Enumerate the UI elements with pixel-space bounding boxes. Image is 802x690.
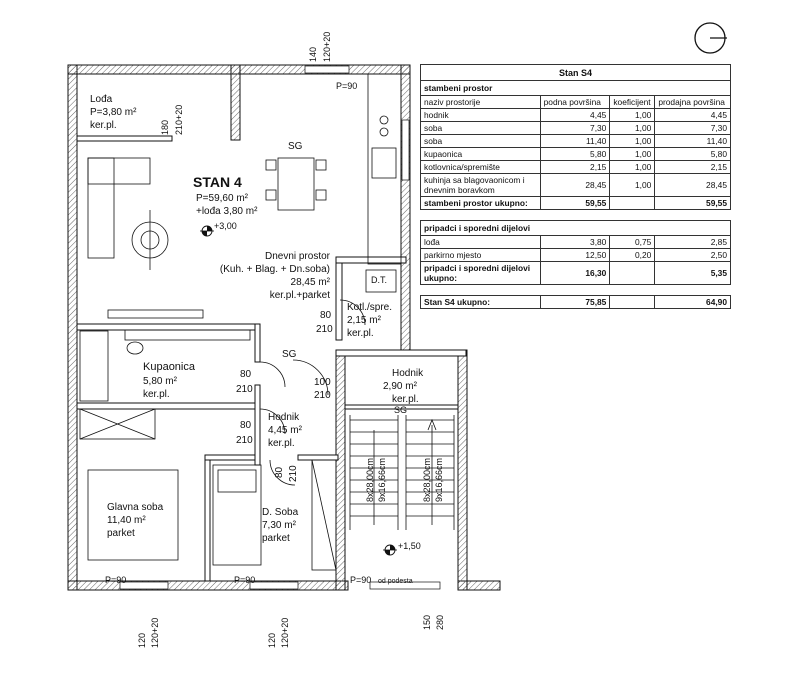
north-arrow-icon [695, 23, 727, 53]
room-desc-living: (Kuh. + Blag. + Dn.soba) [219, 264, 330, 275]
table-cell-value: 7,30 [655, 122, 731, 135]
table-total-cell [610, 296, 655, 309]
table-cell-value: 4,45 [655, 109, 731, 122]
table-cell-name: hodnik [421, 109, 541, 122]
table-row [421, 135, 731, 148]
room-floor-kupaonica: ker.pl. [143, 389, 170, 400]
table-cell-value: 0,20 [610, 249, 655, 262]
level-marker-icon [200, 226, 214, 236]
room-floor-hodnik: ker.pl. [268, 438, 295, 449]
door-code-kotl-b: 210 [316, 324, 333, 335]
table-row [421, 236, 731, 249]
sill-label: P=90 [105, 575, 127, 585]
table-cell-value: 1,00 [610, 135, 655, 148]
table-row [421, 161, 731, 174]
table-subtotal-cell [610, 197, 655, 210]
area-table [420, 64, 731, 309]
stair-run-right-a: 8x28,00cm [422, 457, 432, 502]
kitchen-counter [368, 74, 401, 264]
dim-bottom-3b: 280 [435, 614, 445, 630]
table-row [421, 148, 731, 161]
dim-bottom-1b: 120+20 [150, 617, 160, 648]
table-header: naziv prostorije [421, 96, 541, 109]
table-total-cell: 75,85 [540, 296, 610, 309]
room-floor-dsoba: parket [262, 533, 290, 544]
table-subtotal-cell: 16,30 [540, 262, 610, 285]
table-header: podna površina [540, 96, 610, 109]
table-subtotal-cell: 59,55 [540, 197, 610, 210]
room-area-dsoba: 7,30 m² [262, 520, 296, 531]
table-cell-value: 4,45 [540, 109, 610, 122]
table-subtotal-cell [610, 262, 655, 285]
room-floor-hodnik-common: ker.pl. [392, 394, 419, 405]
table-header: prodajna površina [655, 96, 731, 109]
stair-run-right-b: 9x16,66cm [434, 457, 444, 502]
table-cell-value: 5,80 [655, 148, 731, 161]
table-cell-value: 28,45 [655, 174, 731, 197]
table-section-living: stambeni prostor [421, 81, 731, 96]
apartment-level: +3,00 [214, 221, 237, 231]
apartment-loggia-add: +lođa 3,80 m² [196, 206, 258, 217]
stair-run-left-b: 9x16,66cm [377, 457, 387, 502]
table-cell-value: 1,00 [610, 109, 655, 122]
dim-bottom-2a: 120 [267, 632, 277, 648]
door-code-entry-a: 100 [314, 377, 331, 388]
door-code-bath-a: 80 [240, 369, 252, 380]
room-area-kotl: 2,15 m² [347, 315, 381, 326]
sg-label: SG [282, 349, 297, 360]
table-cell-name: soba [421, 122, 541, 135]
sill-label: P=90 [336, 81, 358, 91]
dim-top-a: 140 [308, 46, 318, 62]
table-subtotal-cell: 59,55 [655, 197, 731, 210]
room-name-hodnik-common: Hodnik [392, 368, 424, 379]
table-cell-value: 1,00 [610, 122, 655, 135]
table-title: Stan S4 [421, 65, 731, 81]
table-total-label: Stan S4 ukupno: [421, 296, 541, 309]
room-area-hodnik: 4,45 m² [268, 425, 302, 436]
dt-label: D.T. [371, 275, 388, 285]
table-cell-value: 5,80 [540, 148, 610, 161]
table-cell-value: 2,15 [655, 161, 731, 174]
room-area-kupaonica: 5,80 m² [143, 376, 177, 387]
table-subtotal-label: pripadci i sporedni dijelovi ukupno: [421, 262, 541, 285]
table-cell-value: 3,80 [540, 236, 610, 249]
room-name-living: Dnevni prostor [264, 251, 330, 262]
door-code-kotl-a: 80 [320, 310, 332, 321]
room-area-hodnik-common: 2,90 m² [383, 381, 417, 392]
table-row [421, 174, 731, 197]
table-cell-value: 2,85 [655, 236, 731, 249]
room-name-hodnik: Hodnik [268, 412, 300, 423]
room-area-lodja: P=3,80 m² [90, 107, 137, 118]
table-cell-name: kupaonica [421, 148, 541, 161]
sg-label: SG [394, 405, 408, 415]
table-cell-value: 1,00 [610, 148, 655, 161]
dim-bottom-1a: 120 [137, 632, 147, 648]
door-code-bath-b: 210 [236, 384, 253, 395]
room-area-glavna: 11,40 m² [107, 515, 146, 526]
sill-landing-note: od podesta [378, 578, 413, 585]
dim-loggia-b: 210+20 [174, 104, 184, 135]
sg-label: SG [288, 141, 303, 152]
table-subtotal-label: stambeni prostor ukupno: [421, 197, 541, 210]
dining-table [266, 158, 326, 210]
table-total-cell: 64,90 [655, 296, 731, 309]
table-cell-value: 11,40 [655, 135, 731, 148]
apartment-area: P=59,60 m² [196, 193, 248, 204]
table-header: koeficijent [610, 96, 655, 109]
room-floor-glavna: parket [107, 528, 135, 539]
stair-level: +1,50 [398, 541, 421, 551]
door-code-room-b: 210 [236, 435, 253, 446]
door-code-entry-b: 210 [314, 390, 331, 401]
table-cell-name: kuhinja sa blagovaonicom i dnevnim boravkom [421, 174, 541, 197]
table-rows-living [421, 109, 731, 197]
dim-bottom-2b: 120+20 [280, 617, 290, 648]
door-code-room-a: 80 [240, 420, 252, 431]
table-cell-value: 2,50 [655, 249, 731, 262]
table-spacer [421, 210, 731, 221]
table-cell-value: 2,15 [540, 161, 610, 174]
apartment-title: STAN 4 [193, 174, 242, 190]
room-floor-living: ker.pl.+parket [269, 290, 330, 301]
room-name-kupaonica: Kupaonica [143, 361, 195, 373]
table-cell-value: 0,75 [610, 236, 655, 249]
table-rows-ancillary [421, 236, 731, 262]
table-spacer [421, 285, 731, 296]
table-cell-value: 1,00 [610, 161, 655, 174]
room-area-living: 28,45 m² [290, 277, 330, 288]
sill-label: P=90 [234, 575, 256, 585]
table-cell-value: 28,45 [540, 174, 610, 197]
sill-landing-label: P=90 [350, 575, 372, 585]
table-section-ancillary: pripadci i sporedni dijelovi [421, 221, 731, 236]
room-floor-kotl: ker.pl. [347, 328, 374, 339]
table-cell-name: lođa [421, 236, 541, 249]
door-code-dsoba-b: 210 [288, 465, 299, 482]
room-floor-lodja: ker.pl. [90, 120, 117, 131]
room-name-lodja: Lođa [90, 94, 113, 105]
table-row [421, 122, 731, 135]
table-cell-value: 12,50 [540, 249, 610, 262]
room-name-kotl: Kotl./spre. [347, 302, 393, 313]
table-cell-value: 7,30 [540, 122, 610, 135]
door-code-dsoba-a: 80 [274, 466, 285, 478]
dim-loggia-a: 180 [160, 119, 170, 135]
table-subtotal-cell: 5,35 [655, 262, 731, 285]
table-cell-name: parkirno mjesto [421, 249, 541, 262]
sofa [88, 158, 203, 318]
stair-run-left-a: 8x28,00cm [365, 457, 375, 502]
room-name-dsoba: D. Soba [262, 507, 299, 518]
dim-top-b: 120+20 [322, 31, 332, 62]
room-name-glavna: Glavna soba [107, 502, 164, 513]
table-row [421, 109, 731, 122]
table-cell-value: 1,00 [610, 174, 655, 197]
level-marker-icon [383, 545, 397, 555]
table-cell-value: 11,40 [540, 135, 610, 148]
table-cell-name: kotlovnica/spremište [421, 161, 541, 174]
table-cell-name: soba [421, 135, 541, 148]
table-row [421, 249, 731, 262]
dim-bottom-3a: 150 [422, 614, 432, 630]
